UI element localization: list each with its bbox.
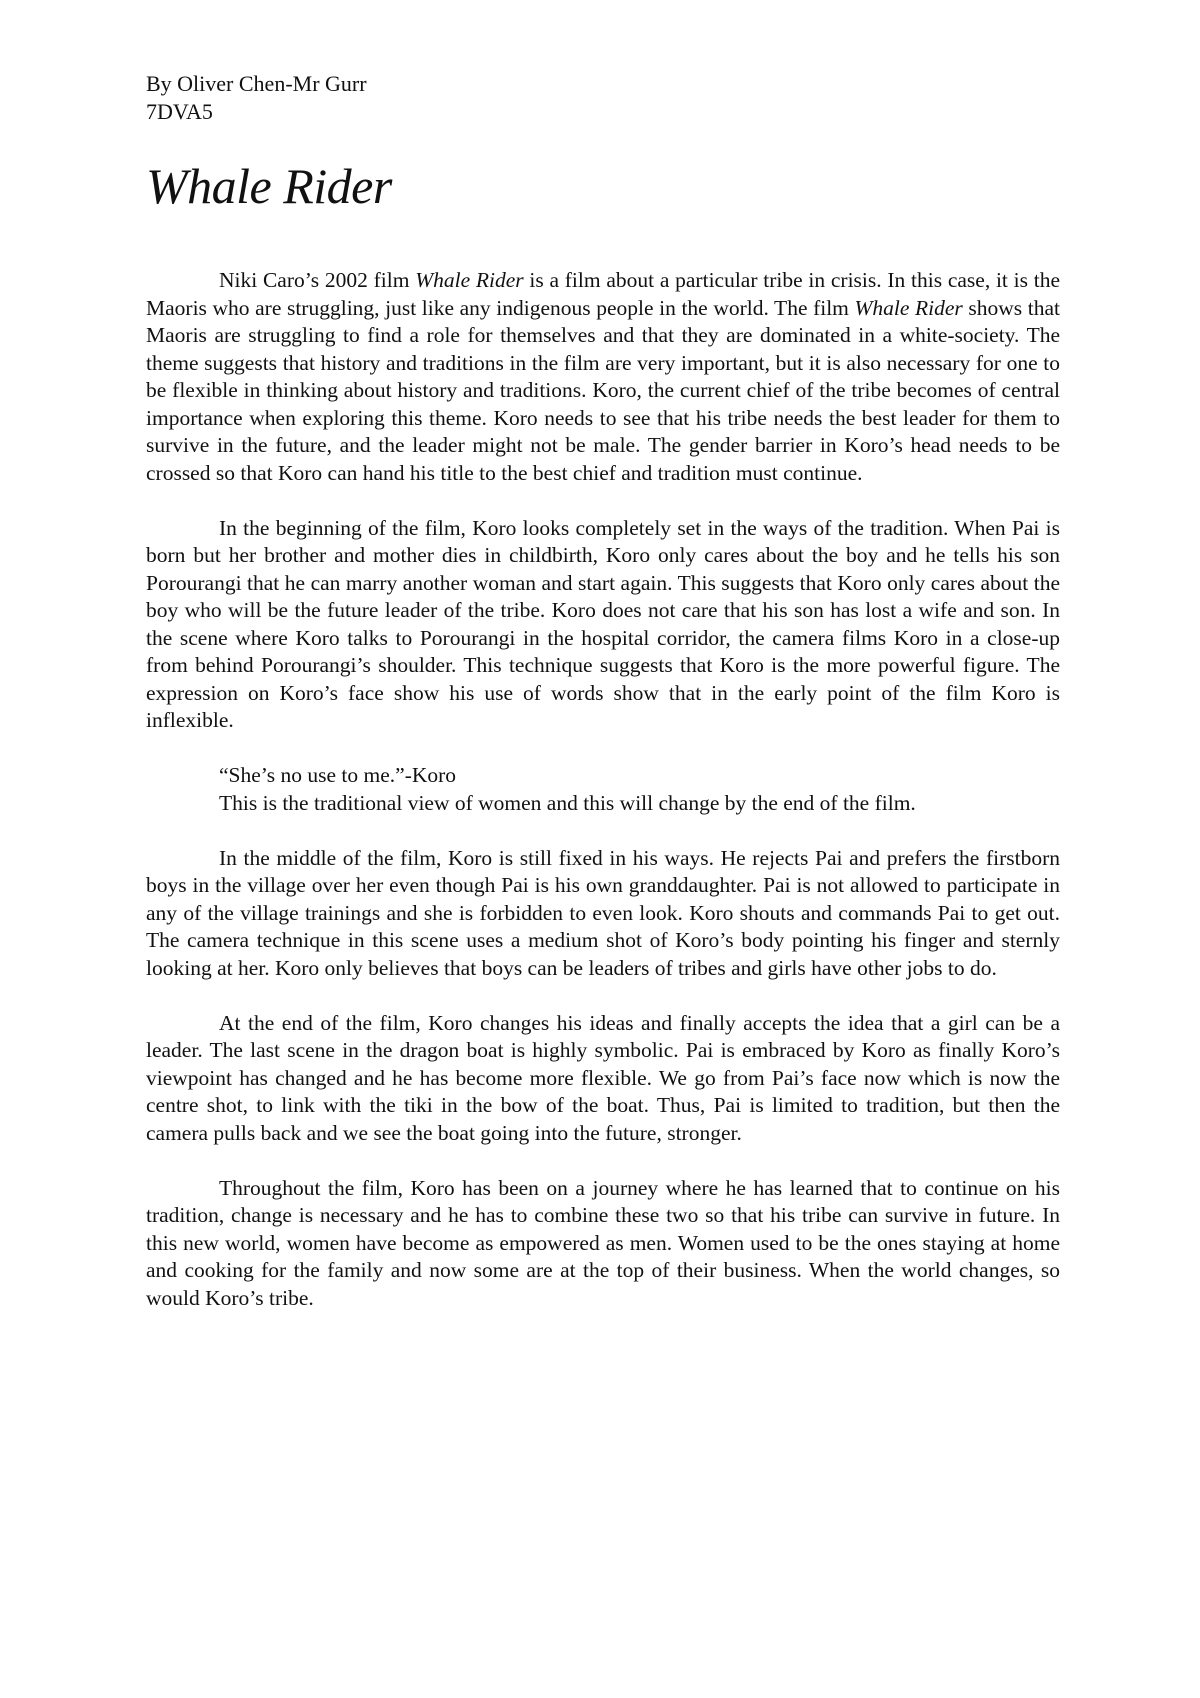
film-title-ref-2: Whale Rider bbox=[854, 295, 963, 320]
essay-title: Whale Rider bbox=[146, 158, 392, 214]
intro-text-2: is a film about a particular tribe in crisis. In this case, it is the Maoris who are struggling, just like any indigenous people in the world. The film bbox=[146, 268, 1061, 320]
intro-text-1: Niki Caro’s 2002 film bbox=[219, 268, 416, 292]
quote-block bbox=[219, 762, 1060, 817]
quote-comment: This is the traditional view of women and this will change by the end of the film. bbox=[219, 790, 916, 815]
film-title-ref-1: Whale Rider bbox=[415, 268, 524, 292]
paragraph-beginning: In the beginning of the film, Koro looks completely set in the ways of the tradition. When Pai is born but her brother and mother dies in childbirth, Koro only cares about the boy and he tells his son Porourangi that he can marry another woman and start again. This suggests that Koro only cares about the boy who will be the future leader of the tribe. Koro does not care that his son has lost a wife and son. In the scene where Koro talks to Porourangi in the hospital corridor, the camera films Koro in a close-up from behind Porourangi’s shoulder. This technique suggests that Koro is the more powerful figure. The expression on Koro’s face show his use of words show that in the early point of the film Koro is inflexible. bbox=[146, 515, 1060, 732]
document-body bbox=[146, 70, 1060, 1312]
intro-text-3: shows that Maoris are struggling to find a role for themselves and that they are dominated in a white-society. The theme suggests that history and traditions in the film are very important, but it is also necessary for one to be flexible in thinking about history and traditions. Koro, the current chief of the tribe becomes of central importance when exploring this theme. Koro needs to see that his tribe needs the best leader for them to survive in the future, and the leader might not be male. The gender barrier in Koro’s head needs to be crossed so that Koro can hand his title to the best chief and tradition must continue. bbox=[146, 295, 1061, 485]
author-line: By Oliver Chen-Mr Gurr bbox=[146, 71, 367, 96]
quote-line: “She’s no use to me.”-Koro bbox=[219, 763, 457, 787]
paragraph-introduction bbox=[146, 267, 1060, 487]
paragraph-end: At the end of the film, Koro changes his ideas and finally accepts the idea that a girl can be a leader. The last scene in the dragon boat is highly symbolic. Pai is embraced by Koro as finally Koro’s viewpoint has changed and he has become more flexible. We go from Pai’s face now which is now the centre shot, to link with the tiki in the bow of the boat. Thus, Pai is limited to tradition, but then the camera pulls back and we see the boat going into the future, stronger. bbox=[146, 1010, 1060, 1145]
paragraph-middle: In the middle of the film, Koro is still fixed in his ways. He rejects Pai and prefers the firstborn boys in the village over her even though Pai is his own granddaughter. Pai is not allowed to participate in any of the village trainings and she is forbidden to even look. Koro shouts and commands Pai to get out. The camera technique in this scene uses a medium shot of Koro’s body pointing his finger and sternly looking at her. Koro only believes that boys can be leaders of tribes and girls have other jobs to do. bbox=[146, 845, 1060, 980]
class-code: 7DVA5 bbox=[146, 99, 213, 124]
paragraph-conclusion: Throughout the film, Koro has been on a journey where he has learned that to continue on his tradition, change is necessary and he has to combine these two so that his tribe can survive in future. In this new world, women have become as empowered as men. Women used to be the ones staying at home and cooking for the family and now some are at the top of their business. When the world changes, so would Koro’s tribe. bbox=[146, 1175, 1060, 1310]
